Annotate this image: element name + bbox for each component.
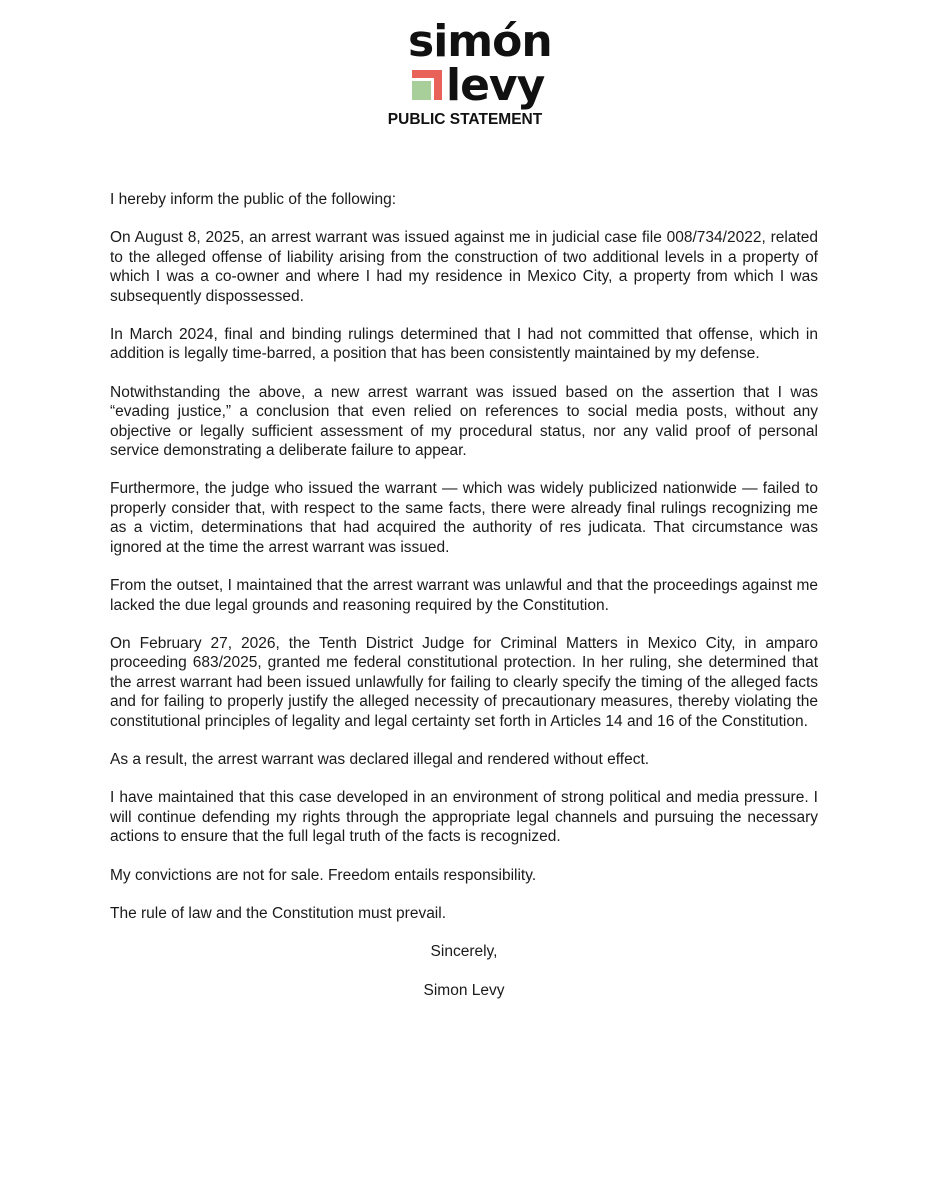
paragraph-new-warrant: Notwithstanding the above, a new arrest warrant was issued based on the assertion that I was “evading justice,” a conclusion that even relied on references to social media posts, without any objective or legally sufficient assessment of my procedural status, nor any valid proof of personal service demonstrating a deliberate failure to appear. — [110, 383, 818, 460]
paragraph-judge-failure: Furthermore, the judge who issued the warrant — which was widely publicized nationwide — failed to properly consider that, with respect to the same facts, there were already final rulings recognizing me as a victim, determinations that had acquired the authority of res judicata. That circumstance was ignored at the time the arrest warrant was issued. — [110, 480, 818, 556]
paragraph-rule-of-law: The rule of law and the Constitution must prevail. — [110, 904, 447, 922]
logo-mark-icon — [410, 68, 444, 102]
paragraph-unlawful-warrant: From the outset, I maintained that the arrest warrant was unlawful and that the proceedings against me lacked the due legal grounds and reasoning required by the Constitution. — [110, 577, 818, 614]
logo-mark-green-square — [412, 81, 431, 100]
paragraph-convictions: My convictions are not for sale. Freedom entails responsibility. — [110, 866, 537, 884]
paragraph-amparo-ruling: On February 27, 2026, the Tenth District Judge for Criminal Matters in Mexico City, in amparo proceeding 683/2025, granted me federal constitutional protection. In her ruling, she determined that the arrest warrant had been issued unlawfully for failing to clearly specify the timing of the alleged facts and for failing to properly justify the alleged necessity of precautionary measures, thereby violating the constitutional principles of legality and legal certainty set forth in Articles 14 and 16 of the Constitution. — [110, 634, 818, 730]
closing-salutation: Sincerely, — [430, 943, 498, 961]
paragraph-political-pressure: I have maintained that this case developed in an environment of strong political and media pressure. I will continue defending my rights through the appropriate legal channels and pursuing the necessary actions to ensure that the full legal truth of the facts is recognized. — [110, 789, 818, 846]
logo-word-simon: simón — [408, 16, 552, 67]
document-type-heading: PUBLIC STATEMENT — [387, 111, 543, 128]
logo-word-levy: levy — [446, 60, 545, 111]
paragraph-intro: I hereby inform the public of the following: — [110, 191, 397, 208]
paragraph-result: As a result, the arrest warrant was declared illegal and rendered without effect. — [110, 750, 650, 768]
statement-body — [110, 190, 818, 1019]
paragraph-rulings-2024: In March 2024, final and binding rulings determined that I had not committed that offense, which in addition is legally time-barred, a position that has been consistently maintained by my defense. — [110, 326, 818, 363]
signature-name: Simon Levy — [423, 981, 505, 999]
paragraph-warrant-issued: On August 8, 2025, an arrest warrant was issued against me in judicial case file 008/734/2022, related to the alleged offense of liability arising from the construction of two additional levels in a property of which I was a co-owner and where I had my residence in Mexico City, a property from which I was subsequently dispossessed. — [110, 229, 818, 305]
simon-levy-logo — [380, 18, 560, 130]
